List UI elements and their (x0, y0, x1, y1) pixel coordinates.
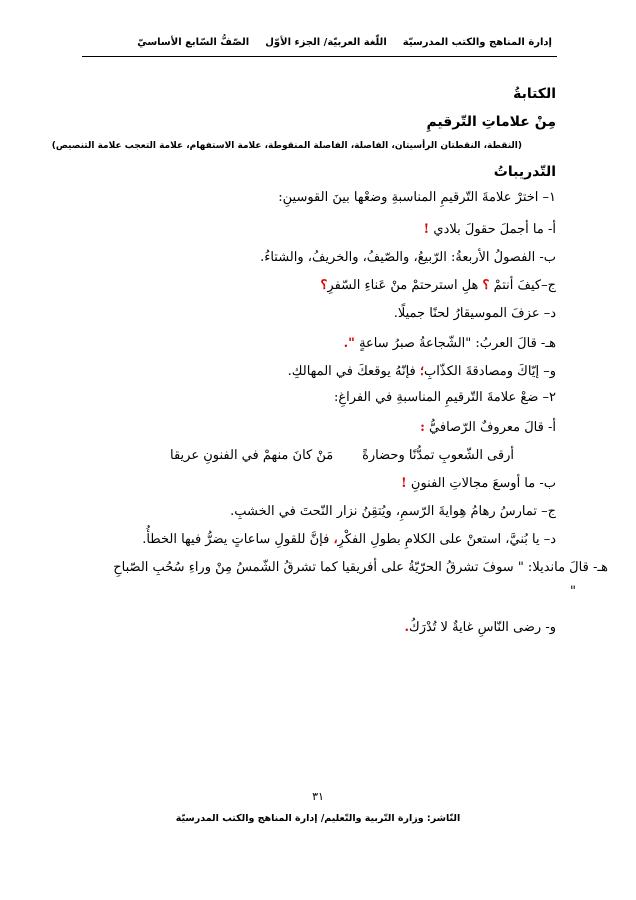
topic-title: مِنْ علاماتِ التّرقيمِ (426, 114, 556, 130)
q2-item-f (404, 618, 556, 638)
q1-item-e (344, 334, 556, 354)
q2-item-b (401, 474, 556, 494)
q2-item-a (420, 418, 556, 438)
q2-item-c: ج– تمارسُ رهامُ هِوايةَ الرّسمِ، ويُتقِنُ نزار النّحتَ في الخشبِ. (230, 504, 556, 519)
q2-item-d (142, 530, 556, 550)
q2-item-f-text: و- رضى النّاسِ غايةٌ لا تُدْرَكُ (408, 620, 556, 635)
q1-item-f (288, 362, 556, 382)
q2-item-a-mark: : (420, 420, 425, 435)
q1-item-e-text2: الشّجاعةُ صبرُ ساعةٍ (359, 336, 466, 351)
q1-item-c-mark1: ؟ (482, 278, 490, 293)
q2-poem-left: مَنْ كانَ منهمْ في الفنونِ عريقا (170, 448, 334, 463)
q1-item-c-text1: ج–كيفَ أنتمْ (493, 278, 556, 293)
q2-poem-right: أرقى الشّعوبِ تمدُّنًا وحضارةً (362, 448, 514, 463)
topic-list: (النقطة، النقطتان الرأسيتان، الفاصلة، الفاصلة المنقوطة، علامة الاستفهام، علامة التعجب علامة التنصيص) (51, 141, 522, 151)
q1-item-f-mark: ؛ (419, 364, 425, 379)
q2-prompt: ٢– ضعْ علامةَ التّرقيمِ المناسبةِ في الفراغِ: (333, 390, 556, 405)
q1-item-c-text2: هلِ استرحتمْ منْ عَناءِ السّفرِ (327, 278, 479, 293)
publisher-line: النّاشر: وزارة التّربية والتّعليم/ إدارة المناهج والكتب المدرسيّة (175, 813, 461, 824)
q1-item-f-text1: و– إيّاكَ ومصادقةَ الكذّابِ (424, 364, 556, 379)
header-rule (82, 56, 557, 57)
section-title: الكتابةُ (513, 86, 556, 102)
q1-item-b: ب- الفصولُ الأربعةُ: الرّبيعُ، والصّيفُ، والخريفُ، والشتاءُ. (260, 250, 556, 265)
page-header (82, 37, 552, 55)
q1-item-e-text1: هـ- قالَ العربُ: " (465, 336, 556, 351)
q2-item-f-mark: . (404, 620, 409, 635)
q2-item-e-line2: " (570, 584, 576, 599)
q1-item-a-text: أ- ما أجملَ حقولَ بلادي (433, 222, 556, 237)
q2-item-d-text1: د– يا بُنيَّ، استعنْ على الكلامِ بطولِ الفكْرِ (337, 532, 556, 547)
page-number: ٣١ (312, 790, 324, 803)
q2-item-b-mark: ! (401, 476, 407, 491)
header-grade: الصّفُّ السّابع الأساسيّ (137, 37, 250, 48)
q1-item-f-text2: فإنّهُ يوقعكَ في المهالكِ. (287, 364, 416, 379)
q2-item-d-mark: ، (333, 532, 338, 547)
q1-item-e-mark: ". (343, 336, 355, 351)
header-org: إدارة المناهج والكتب المدرسيّة (402, 37, 552, 48)
q1-item-c-mark2: ؟ (320, 278, 328, 293)
q1-item-a-mark: ! (423, 222, 430, 237)
q1-item-c (321, 276, 556, 296)
q1-prompt: ١– اخترْ علامةَ التّرقيمِ المناسبةِ وضعْها بينَ القوسينِ: (278, 190, 556, 205)
q2-item-b-text: ب- ما أوسعَ مجالاتِ الفنونِ (410, 476, 556, 491)
header-subject: اللّغة العربيّة/ الجزء الأوّل (265, 37, 387, 48)
q2-item-d-text2: فإنَّ للقولِ ساعاتٍ يضرُّ فيها الخطأُ. (142, 532, 330, 547)
q2-item-e-line1: هـ- قالَ مانديلا: " سوفَ تشرقُ الحرّيّةُ على أفريقيا كما تشرقُ الشّمسُ مِنْ وراءِ سُحُبِ الصّباحِ (113, 560, 608, 575)
exercises-title: التّدريباتُ (493, 164, 556, 180)
q1-item-a (424, 220, 556, 240)
q2-item-a-text: أ- قالَ معروفٌ الرّصافيُّ (429, 420, 556, 435)
q1-item-d: د– عزفَ الموسيقارُ لحنًا جميلًا. (393, 306, 556, 321)
